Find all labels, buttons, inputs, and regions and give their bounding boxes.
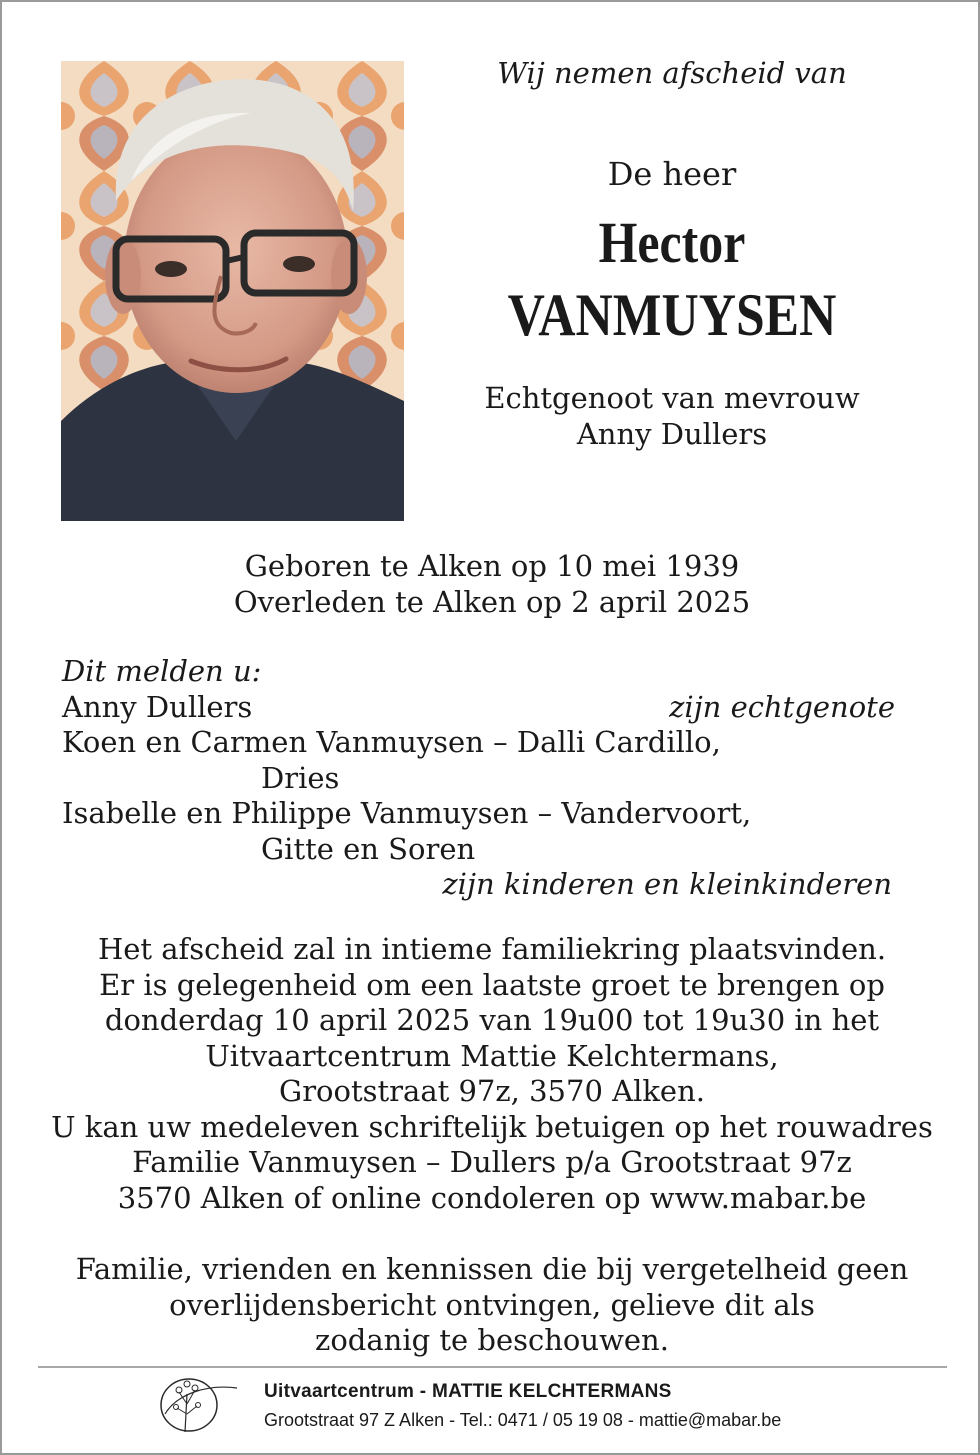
family-note-block bbox=[2, 1252, 980, 1359]
title-text: De heer bbox=[607, 155, 737, 193]
last-name: VANMUYSEN bbox=[507, 282, 837, 348]
family-note-line: zodanig te beschouwen. bbox=[315, 1323, 669, 1357]
header-block bbox=[422, 54, 922, 452]
footer-contact: Grootstraat 97 Z Alken - Tel.: 0471 / 05 19 08 - mattie@mabar.be bbox=[264, 1410, 782, 1430]
farewell-line: donderdag 10 april 2025 van 19u00 tot 19u30 in het bbox=[104, 1003, 880, 1037]
footer-company: Uitvaartcentrum - MATTIE KELCHTERMANS bbox=[264, 1381, 672, 1402]
notify-family1-line2: Dries bbox=[261, 760, 340, 795]
intro-text: Wij nemen afscheid van bbox=[497, 56, 847, 90]
spouse-line-2: Anny Dullers bbox=[576, 417, 768, 451]
spouse-block bbox=[422, 380, 922, 452]
died-date: Overleden te Alken op 2 april 2025 bbox=[233, 585, 751, 619]
portrait-icon bbox=[61, 61, 404, 521]
notify-heading: Dit melden u: bbox=[62, 654, 262, 688]
notify-children-row bbox=[62, 867, 902, 903]
farewell-line: Er is gelegenheid om een laatste groet te brengen op bbox=[99, 967, 885, 1002]
farewell-line: U kan uw medeleven schriftelijk betuigen op het rouwadres bbox=[51, 1109, 933, 1144]
born-date: Geboren te Alken op 10 mei 1939 bbox=[244, 549, 740, 583]
farewell-line: Grootstraat 97z, 3570 Alken. bbox=[279, 1074, 705, 1108]
dates-block bbox=[2, 548, 980, 620]
farewell-block bbox=[2, 932, 980, 1216]
farewell-line: Uitvaartcentrum Mattie Kelchtermans, bbox=[205, 1038, 779, 1073]
farewell-line: Het afscheid zal in intieme familiekring plaatsvinden. bbox=[97, 932, 887, 966]
spouse-line-1: Echtgenoot van mevrouw bbox=[484, 381, 860, 415]
footer-divider bbox=[38, 1366, 947, 1368]
farewell-line: 3570 Alken of online condoleren op www.mabar.be bbox=[117, 1180, 867, 1215]
notify-family2-line2: Gitte en Soren bbox=[261, 831, 476, 866]
notify-spouse-name: Anny Dullers bbox=[62, 689, 253, 724]
flower-logo-icon bbox=[157, 1374, 243, 1436]
family-note-line: overlijdensbericht ontvingen, gelieve dit als bbox=[169, 1287, 815, 1322]
farewell-line: Familie Vanmuysen – Dullers p/a Grootstraat 97z bbox=[132, 1145, 852, 1179]
notify-family1-line1: Koen en Carmen Vanmuysen – Dalli Cardillo, bbox=[62, 725, 721, 759]
notify-block bbox=[62, 654, 902, 903]
notify-children-role: zijn kinderen en kleinkinderen bbox=[442, 867, 892, 901]
portrait-photo bbox=[61, 61, 404, 521]
first-name: Hector bbox=[598, 210, 746, 275]
notify-spouse-role: zijn echtgenote bbox=[669, 689, 895, 724]
family-note-line: Familie, vrienden en kennissen die bij vergetelheid geen bbox=[75, 1252, 909, 1286]
notify-family2-line1: Isabelle en Philippe Vanmuysen – Vandervoort, bbox=[62, 796, 752, 830]
notify-spouse-row bbox=[62, 690, 902, 726]
